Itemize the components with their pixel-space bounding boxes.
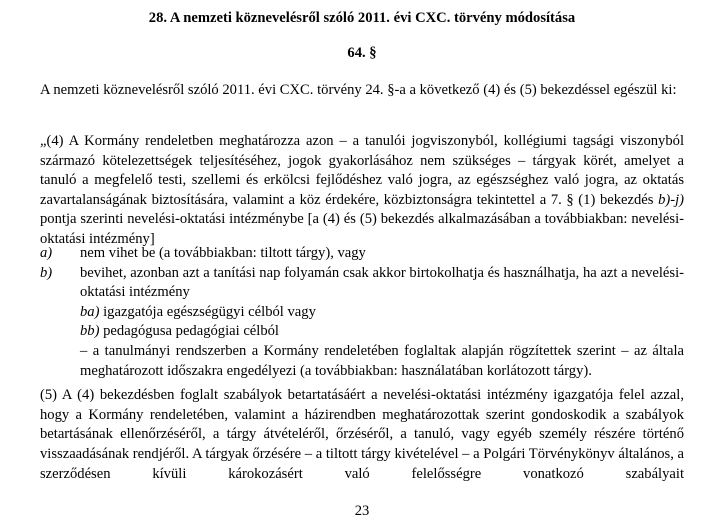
paragraph-4 xyxy=(40,132,684,250)
list-item-text: bevihet, azonban azt a tanítási nap folyamán csak akkor birtokolhatja és használhatja, ha azt a nevelési-oktatási intézmény xyxy=(80,264,684,301)
sub-item-bb xyxy=(40,322,684,342)
paragraph-5: (5) A (4) bekezdésben foglalt szabályok betartatásáért a nevelési-oktatási intézmény igazgatója felel azzal, hogy a Kormány rendeletében, valamint a házirendben meghatározottak szerint gondoskodik a szabályok betartásának ellenőrzéséről, a tárgy átvételéről, őrzéséről, a tanuló, vagy egyéb személy részére történő visszaadásának rendjéről. A tárgyak őrzésére – a tiltott tárgy kivételével – a Polgári Törvénykönyv általános, a szerződésen kívüli károkozásért való felelősségre vonatkozó szabályait xyxy=(40,387,684,482)
intro-paragraph: A nemzeti köznevelésről szóló 2011. évi CXC. törvény 24. §-a a következő (4) és (5) bekezdéssel egészül ki: xyxy=(40,82,677,98)
list-item-marker: a) xyxy=(40,245,53,261)
sub-item-text: igazgatója egészségügyi célból vagy xyxy=(99,303,316,320)
paragraph-4-text-end: pontja szerinti nevelési-oktatási intézménybe [a (4) és (5) bekezdés alkalmazásában a továbbiakban: nevelési-oktatási intézmény] xyxy=(40,211,684,247)
section-heading: 64. § xyxy=(347,45,377,61)
item-list xyxy=(40,244,684,381)
sub-item-label: bb) xyxy=(80,323,100,340)
paragraph-4-reference: b)-j) xyxy=(658,191,684,208)
paragraph-4-text-start: „(4) A Kormány rendeletben meghatározza azon – a tanulói jogviszonyból, kollégiumi tagsági viszonyból származó kötelezettségek teljesítéséhez, jogok gyakorlásához nem szükséges – tárgyak körét, amelyet a tanuló a megfelelő testi, szellemi és erkölcsi fejlődéshez való jogra, az egészséghez való jogra, az oktatás zavartalanságának biztosítására, valamint a köz érdekére, közbiztonságra tekintettel a 7. § (1) bekezdés xyxy=(40,133,684,208)
document-title: 28. A nemzeti köznevelésről szóló 2011. évi CXC. törvény módosítása xyxy=(148,10,576,26)
page-number: 23 xyxy=(354,503,370,519)
sub-item-label: ba) xyxy=(80,303,100,320)
list-item-a xyxy=(40,244,684,264)
sub-item-text: pedagógusa pedagógiai célból xyxy=(99,323,279,340)
list-item-text: nem vihet be (a továbbiakban: tiltott tárgy), vagy xyxy=(80,245,366,261)
list-item-marker: b) xyxy=(40,264,53,281)
sub-item-ba xyxy=(40,303,684,323)
list-item-b xyxy=(40,264,684,303)
dash-clause: – a tanulmányi rendszerben a Kormány rendeletében foglaltak alapján rögzítettek szerint – az általa meghatározott időszakra engedélyezi (a továbbiakban: használatában korlátozott tárgy). xyxy=(80,342,684,379)
